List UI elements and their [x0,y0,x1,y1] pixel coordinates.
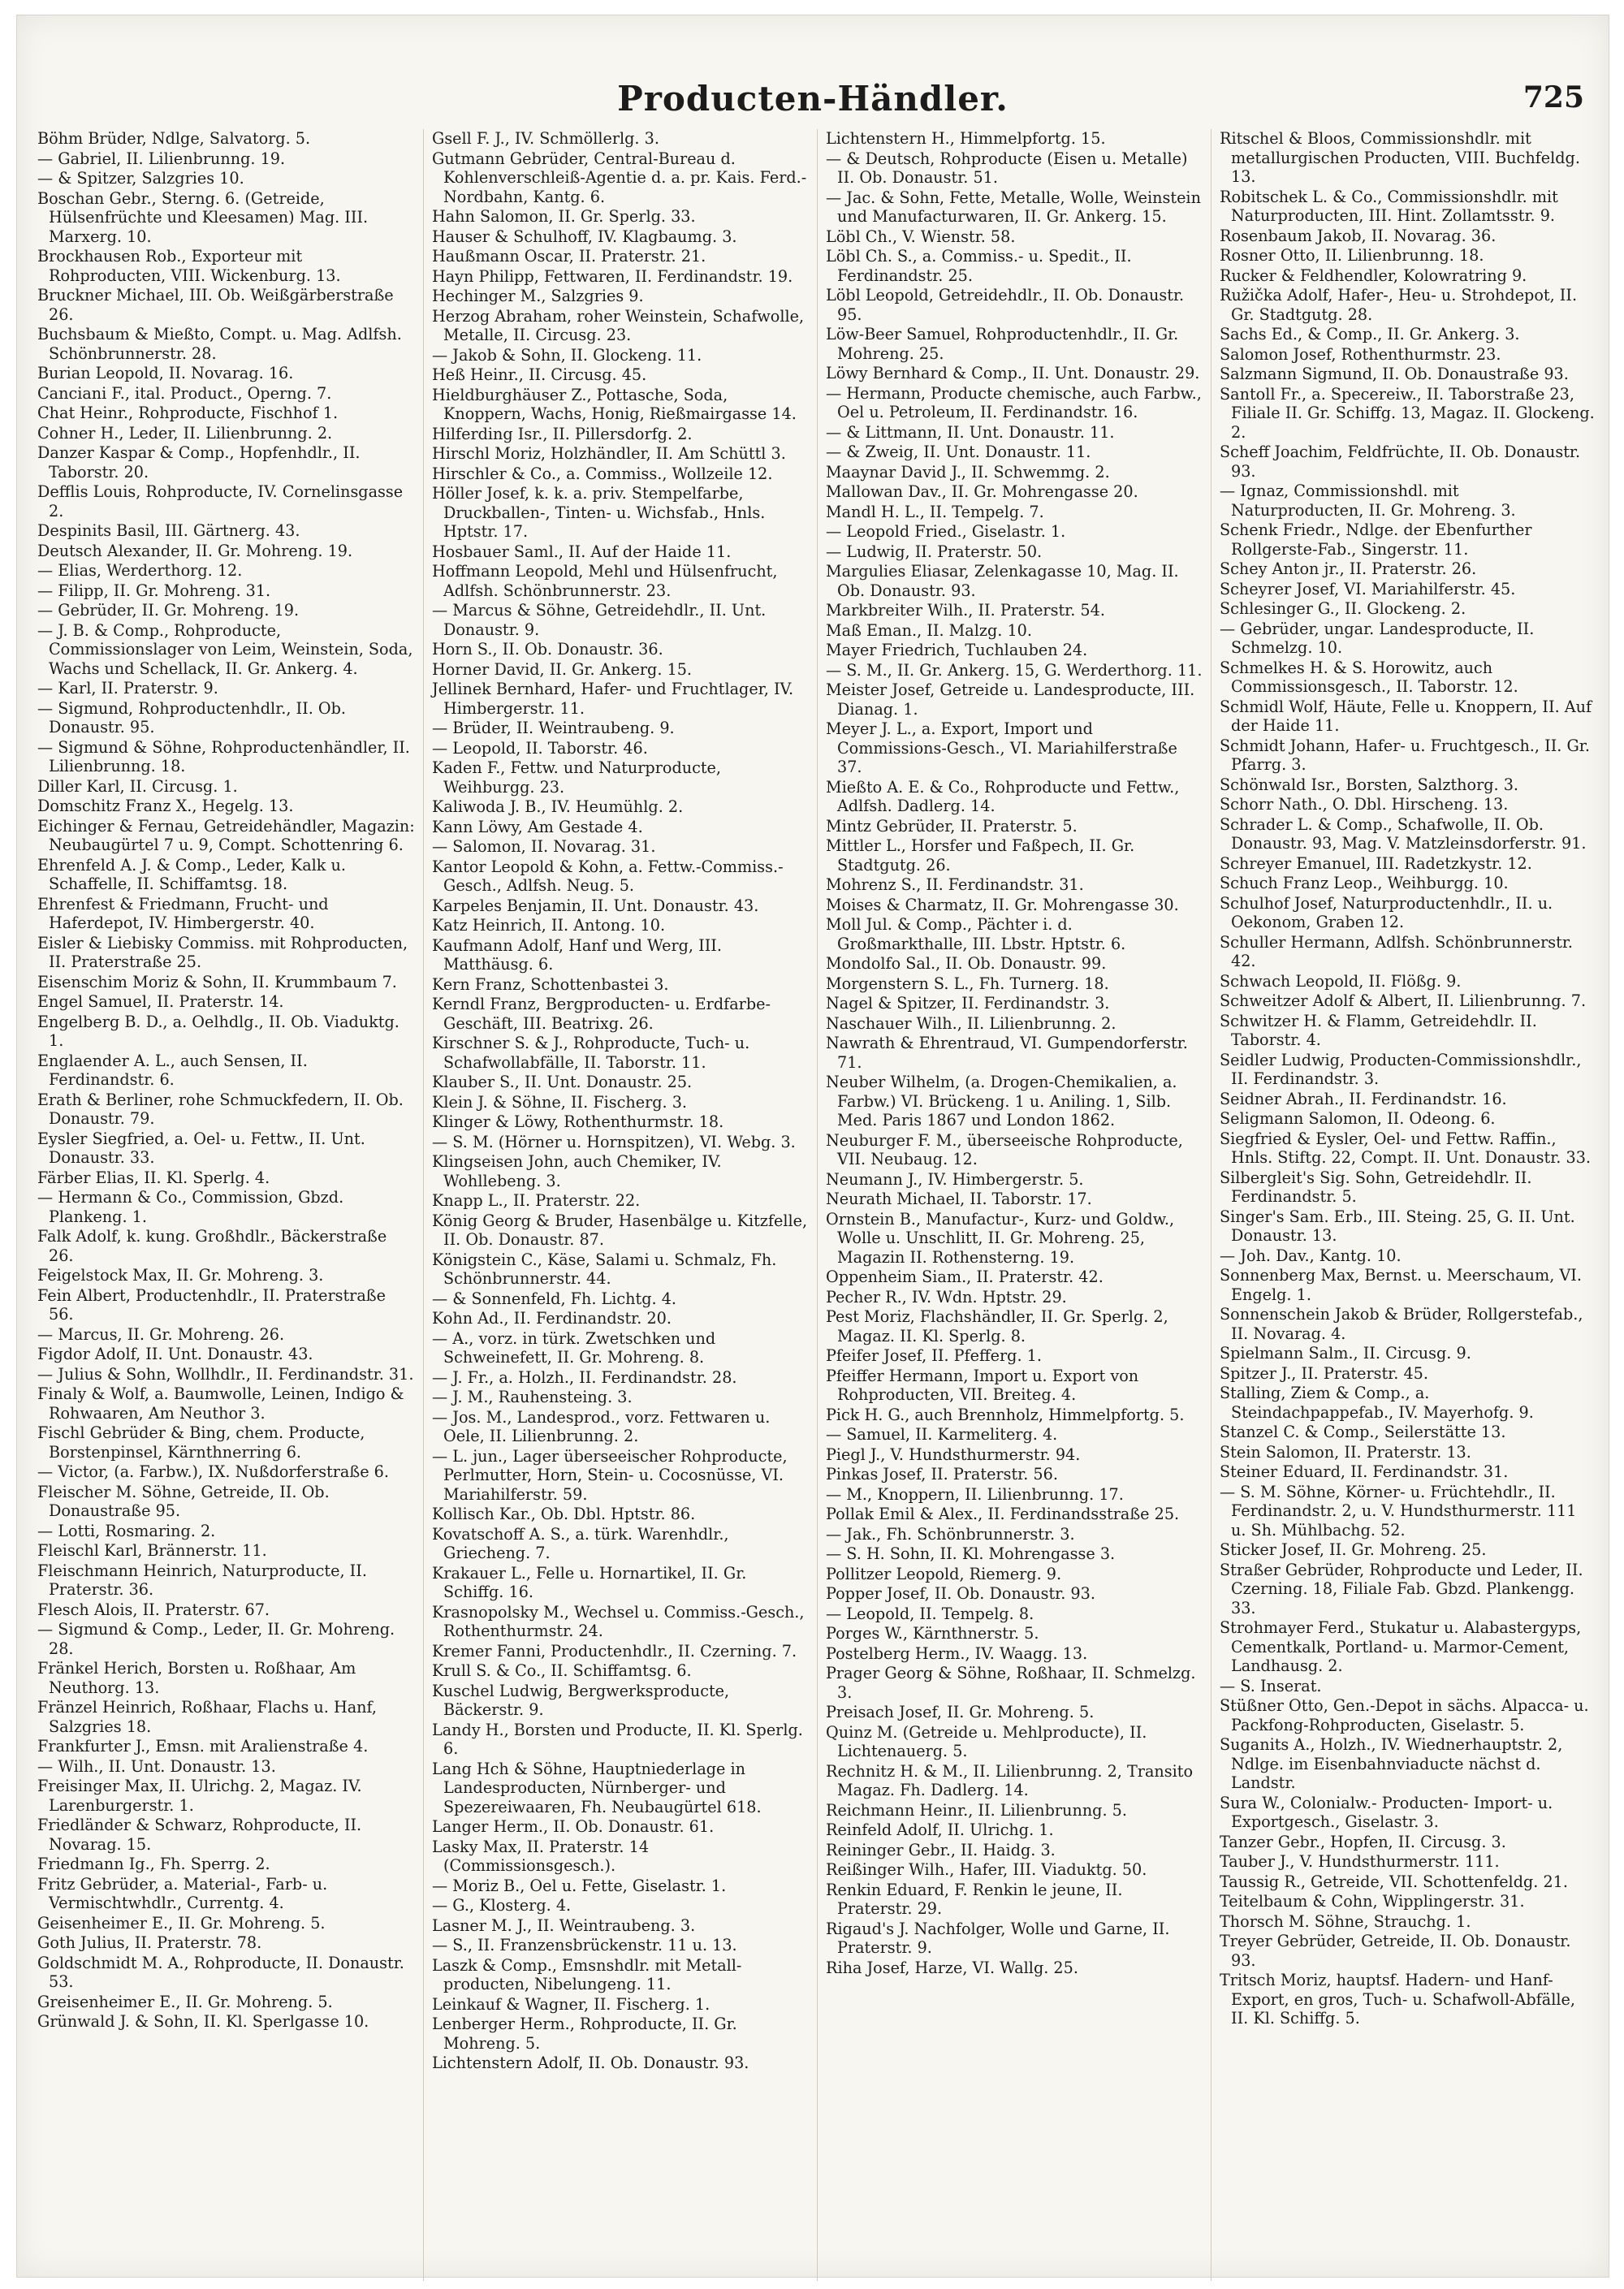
directory-entry: Katz Heinrich, II. Antong. 10. [432,916,666,935]
directory-entry: Porges W., Kärnthnerstr. 5. [826,1624,1039,1643]
directory-entry: Eisenschim Moriz & Sohn, II. Krummbaum 7. [37,972,397,991]
directory-entry: Neurath Michael, II. Taborstr. 17. [826,1190,1092,1208]
directory-entry: Maß Eman., II. Malzg. 10. [826,620,1032,640]
directory-entry: — Jak., Fh. Schönbrunnerstr. 3. [826,1524,1075,1544]
directory-entry: Deutsch Alexander, II. Gr. Mohreng. 19. [37,541,353,560]
page-number: 725 [1522,80,1584,114]
directory-entry: Neuburger F. M., überseeische Rohproducte, VII. Neubaug. 12. [826,1130,1183,1168]
directory-entry: Postelberg Herm., IV. Waagg. 13. [826,1643,1088,1663]
directory-entry: Rosenbaum Jakob, II. Novarag. 36. [1220,226,1497,245]
directory-entry: Löbl Ch., V. Wienstr. 58. [826,227,1016,246]
directory-entry: Krakauer L., Felle u. Hornartikel, II. Gr. Schiffg. 16. [432,1563,747,1601]
directory-entry: Nagel & Spitzer, II. Ferdinandstr. 3. [826,994,1110,1013]
directory-entry: — Jakob & Sohn, II. Glockeng. 11. [432,345,702,365]
directory-entry: Suganits A., Holzh., IV. Wiednerhauptstr. 2, Ndlge. im Eisenbahnviaducte nächst d. Landstr. [1220,1735,1563,1792]
directory-entry: Knapp L., II. Praterstr. 22. [432,1191,641,1210]
directory-entry: Domschitz Franz X., Hegelg. 13. [37,797,294,815]
directory-entry: Kaliwoda J. B., IV. Heumühlg. 2. [432,797,684,816]
directory-entry: Schmidt Johann, Hafer- u. Fruchtgesch., II. Gr. Pfarrg. 3. [1220,736,1590,774]
directory-entry: — Lotti, Rosmaring. 2. [37,1521,216,1540]
directory-entry: Schrader L. & Comp., Schafwolle, II. Ob. Donaustr. 93, Mag. V. Matzleinsdorferstr. 91. [1220,814,1587,853]
directory-entry: Maaynar David J., II. Schwemmg. 2. [826,462,1110,482]
directory-entry: Feigelstock Max, II. Gr. Mohreng. 3. [37,1266,324,1285]
directory-entry: Greisenheimer E., II. Gr. Mohreng. 5. [37,1992,333,2011]
directory-entry: Friedmann Ig., Fh. Sperrg. 2. [37,1855,270,1873]
directory-entry: Mondolfo Sal., II. Ob. Donaustr. 99. [826,954,1107,973]
directory-entry: Stüßner Otto, Gen.-Depot in sächs. Alpacca- u. Packfong-Rohproducten, Giselastr. 5. [1220,1696,1589,1734]
directory-entry: Schorr Nath., O. Dbl. Hirscheng. 13. [1220,795,1509,814]
directory-entry: Mandl H. L., II. Tempelg. 7. [826,502,1044,521]
directory-entry: Moises & Charmatz, II. Gr. Mohrengasse 30. [826,895,1179,914]
directory-entry: Schmelkes H. & S. Horowitz, auch Commissionsgesch., II. Taborstr. 12. [1220,658,1518,696]
directory-entry: Mohrenz S., II. Ferdinandstr. 31. [826,875,1084,894]
directory-entry: Engel Samuel, II. Praterstr. 14. [37,992,284,1011]
directory-entry: Lasky Max, II. Praterstr. 14 (Commissionsgesch.). [432,1837,650,1875]
directory-entry: Flesch Alois, II. Praterstr. 67. [37,1600,270,1619]
directory-entry: — Joh. Dav., Kantg. 10. [1220,1246,1402,1265]
directory-entry: Eysler Siegfried, a. Oel- u. Fettw., II. Unt. Donaustr. 33. [37,1129,365,1167]
directory-entry: — Gebrüder, II. Gr. Mohreng. 19. [37,601,300,620]
directory-entry: Jellinek Bernhard, Hafer- und Fruchtlager, IV. Himbergerstr. 11. [432,680,794,718]
directory-entry: Danzer Kaspar & Comp., Hopfenhdlr., II. Taborstr. 20. [37,443,361,482]
directory-entry: Schweitzer Adolf & Albert, II. Lilienbrunng. 7. [1220,991,1587,1010]
directory-entry: — Hermann & Co., Commission, Gbzd. Plankeng. 1. [37,1188,344,1226]
directory-entry: Schwitzer H. & Flamm, Getreidehdlr. II. Taborstr. 4. [1220,1011,1537,1049]
directory-entry: Fritz Gebrüder, a. Material-, Farb- u. Vermischtwhdlr., Currentg. 4. [37,1874,328,1912]
directory-entry: Pollitzer Leopold, Riemerg. 9. [826,1564,1062,1583]
directory-entry: Hieldburghäuser Z., Pottasche, Soda, Knoppern, Wachs, Honig, Rießmairgasse 14. [432,385,797,423]
directory-entry: — Leopold, II. Taborstr. 46. [432,738,648,758]
directory-entry: Lang Hch & Söhne, Hauptniederlage in Landesproducten, Nürnberger- und Spezereiwaaren, Fh. Neubaugürtel 618. [432,1759,762,1816]
directory-entry: Schuch Franz Leop., Weihburgg. 10. [1220,874,1509,892]
directory-entry: Reißinger Wilh., Hafer, III. Viaduktg. 50. [826,1860,1147,1879]
directory-entry: Kaufmann Adolf, Hanf und Werg, III. Matthäusg. 6. [432,935,722,974]
directory-entry: Krasnopolsky M., Wechsel u. Commiss.-Gesch., Rothenthurmstr. 24. [432,1602,805,1640]
directory-entry: — Karl, II. Praterstr. 9. [37,679,218,697]
directory-entry: Mintz Gebrüder, II. Praterstr. 5. [826,816,1078,836]
directory-entry: Kovatschoff A. S., a. türk. Warenhdlr., Griecheng. 7. [432,1524,729,1562]
directory-entry: Laszk & Comp., Emsnshdlr. mit Metall- producten, Nibelungeng. 11. [432,1955,742,1993]
directory-entry: Tauber J., V. Hundsthurmerstr. 111. [1220,1852,1500,1871]
directory-entry: — S. H. Sohn, II. Kl. Mohrengasse 3. [826,1544,1116,1563]
directory-entry: Finaly & Wolf, a. Baumwolle, Leinen, Indigo & Rohwaaren, Am Neuthor 3. [37,1384,404,1423]
directory-entry: — Hermann, Producte chemische, auch Farbw., Oel u. Petroleum, II. Ferdinandstr. 16. [826,383,1202,421]
directory-entry: Buchsbaum & Mießto, Compt. u. Mag. Adlfsh. Schönbrunnerstr. 28. [37,325,402,363]
directory-entry: Sonnenschein Jakob & Brüder, Rollgerstefab., II. Novarag. 4. [1220,1305,1583,1343]
directory-entry: — J. B. & Comp., Rohproducte, Commissionslager von Leim, Weinstein, Soda, Wachs und Schellack, II. Gr. Ankerg. 4. [37,620,413,678]
directory-entry: Reinfeld Adolf, II. Ulrichg. 1. [826,1820,1054,1839]
directory-entry: Schwach Leopold, II. Flößg. 9. [1220,971,1462,991]
directory-entry: Königstein C., Käse, Salami u. Schmalz, Fh. Schönbrunnerstr. 44. [432,1250,777,1288]
directory-entry: — S. M. (Hörner u. Hornspitzen), VI. Webg. 3. [432,1132,796,1151]
directory-entry: Meyer J. L., a. Export, Import und Commissions-Gesch., VI. Mariahilferstraße 37. [826,719,1177,776]
directory-entry: — Samuel, II. Karmeliterg. 4. [826,1425,1058,1444]
directory-entry: Geisenheimer E., II. Gr. Mohreng. 5. [37,1913,326,1933]
directory-entry: Silbergleit's Sig. Sohn, Getreidehdlr. II. Ferdinandstr. 5. [1220,1168,1532,1206]
directory-entry: Salomon Josef, Rothenthurmstr. 23. [1220,344,1501,364]
directory-entry: — J. Fr., a. Holzh., II. Ferdinandstr. 28. [432,1367,737,1387]
directory-entry: — Leopold Fried., Giselastr. 1. [826,522,1066,541]
directory-entry: Salzmann Sigmund, II. Ob. Donaustraße 93. [1220,365,1569,383]
directory-entry: — S., II. Franzensbrückenstr. 11 u. 13. [432,1936,737,1954]
directory-entry: — Elias, Werderthorg. 12. [37,561,243,580]
directory-entry: — J. M., Rauhensteing. 3. [432,1388,633,1406]
directory-entry: Hirschler & Co., a. Commiss., Wollzeile 12. [432,464,773,483]
directory-entry: Klinger & Löwy, Rothenthurmstr. 18. [432,1112,724,1131]
directory-entry: Cohner H., Leder, II. Lilienbrunng. 2. [37,423,333,443]
directory-entry: Ehrenfest & Friedmann, Frucht- und Haferdepot, IV. Himbergerstr. 40. [37,894,329,932]
directory-entry: Herzog Abraham, roher Weinstein, Schafwolle, Metalle, II. Circusg. 23. [432,306,805,344]
directory-entry: Tanzer Gebr., Hopfen, II. Circusg. 3. [1220,1832,1506,1851]
directory-entry: Löwy Bernhard & Comp., II. Unt. Donaustr. 29. [826,364,1200,382]
directory-entry: Morgenstern S. L., Fh. Turnerg. 18. [826,974,1109,993]
directory-entry: Straßer Gebrüder, Rohproducte und Leder, II. Czerning. 18, Filiale Fab. Gbzd. Plankengg. 33. [1220,1560,1583,1617]
directory-entry: Schreyer Emanuel, III. Radetzkystr. 12. [1220,853,1532,873]
directory-entry: König Georg & Bruder, Hasenbälge u. Kitzfelle, II. Ob. Donaustr. 87. [432,1211,808,1249]
directory-entry: Pecher R., IV. Wdn. Hptstr. 29. [826,1287,1067,1306]
directory-entry: Boschan Gebr., Sterng. 6. (Getreide, Hülsenfrüchte und Kleesamen) Mag. III. Marxerg. 10. [37,188,369,246]
directory-entry: Lasner M. J., II. Weintraubeng. 3. [432,1915,696,1935]
directory-entry: Stanzel C. & Comp., Seilerstätte 13. [1220,1423,1506,1441]
directory-entry: — Victor, (a. Farbw.), IX. Nußdorferstraße 6. [37,1462,389,1481]
directory-entry: Lichtenstern Adolf, II. Ob. Donaustr. 93. [432,2054,749,2072]
directory-entry: Rigaud's J. Nachfolger, Wolle und Garne, II. Praterstr. 9. [826,1919,1170,1957]
directory-entry: Ehrenfeld A. J. & Comp., Leder, Kalk u. Schaffelle, II. Schiffamtsg. 18. [37,855,346,893]
directory-entry: Kann Löwy, Am Gestade 4. [432,817,643,836]
directory-entry: Landy H., Borsten und Producte, II. Kl. Sperlg. 6. [432,1720,803,1758]
directory-entry: Hoffmann Leopold, Mehl und Hülsenfrucht, Adlfsh. Schönbrunnerstr. 23. [432,562,778,600]
directory-entry: — Sigmund & Comp., Leder, II. Gr. Mohreng. 28. [37,1620,395,1658]
directory-entry: Reininger Gebr., II. Haidg. 3. [826,1840,1056,1859]
directory-entry: Friedländer & Schwarz, Rohproducte, II. Novarag. 15. [37,1816,362,1854]
directory-entry: Nawrath & Ehrentraud, VI. Gumpendorferstr. 71. [826,1034,1188,1072]
directory-entry: Erath & Berliner, rohe Schmuckfedern, II. Ob. Donaustr. 79. [37,1090,404,1128]
directory-entry: — S. M. Söhne, Körner- u. Früchtehdlr., II. Ferdinandstr. 2, u. V. Hundsthurmerstr. 111 u. Sh. Mühlbachg. 52. [1220,1482,1577,1540]
directory-entry: Renkin Eduard, F. Renkin le jeune, II. Praterstr. 29. [826,1880,1123,1918]
directory-entry: Scheff Joachim, Feldfrüchte, II. Ob. Donaustr. 93. [1220,443,1581,481]
directory-entry: Seidler Ludwig, Producten-Commissionshdlr., II. Ferdinandstr. 3. [1220,1050,1582,1088]
directory-entry: Brockhausen Rob., Exporteur mit Rohproducten, VIII. Wickenburg. 13. [37,247,341,285]
directory-entry: Thorsch M. Söhne, Strauchg. 1. [1220,1911,1471,1931]
directory-entry: Reichmann Heinr., II. Lilienbrunng. 5. [826,1800,1127,1820]
directory-entry: Sachs Ed., & Comp., II. Gr. Ankerg. 3. [1220,325,1520,343]
directory-entry: — Wilh., II. Unt. Donaustr. 13. [37,1756,276,1776]
directory-entry: Hechinger M., Salzgries 9. [432,287,644,305]
directory-entry: Pinkas Josef, II. Praterstr. 56. [826,1465,1058,1484]
directory-entry: Frankfurter J., Emsn. mit Aralienstraße 4. [37,1737,369,1756]
directory-entry: Stein Salomon, II. Praterstr. 13. [1220,1442,1471,1462]
directory-entry: Ornstein B., Manufactur-, Kurz- und Goldw., Wolle u. Unschlitt, II. Gr. Mohreng. 25, Magazin II. Rothensterng. 19. [826,1209,1175,1267]
directory-entry: — Brüder, II. Weintraubeng. 9. [432,719,675,737]
directory-entry: Ritschel & Bloos, Commissionshdlr. mit metallurgischen Producten, VIII. Buchfeldg. 13. [1220,129,1580,186]
directory-entry: Schmidl Wolf, Häute, Felle u. Knoppern, II. Auf der Haide 11. [1220,697,1592,735]
directory-entry: Horner David, II. Gr. Ankerg. 15. [432,659,693,679]
directory-page [16,15,1609,2278]
directory-entry: Kern Franz, Schottenbastei 3. [432,974,669,994]
directory-entry: Popper Josef, II. Ob. Donaustr. 93. [826,1584,1095,1603]
directory-entry: — & Deutsch, Rohproducte (Eisen u. Metalle) II. Ob. Donaustr. 51. [826,149,1188,187]
directory-entry: Mießto A. E. & Co., Rohproducte und Fettw., Adlfsh. Dadlerg. 14. [826,777,1180,815]
directory-entry: Robitschek L. & Co., Commissionshdlr. mit Naturproducten, III. Hint. Zollamtsstr. 9. [1220,187,1558,225]
directory-entry: Siegfried & Eysler, Oel- und Fettw. Raffin., Hnls. Stiftg. 22, Compt. II. Unt. Donaustr. 33. [1220,1129,1592,1167]
directory-entry: Chat Heinr., Rohproducte, Fischhof 1. [37,404,339,422]
directory-entry: Pollak Emil & Alex., II. Ferdinandsstraße 25. [826,1505,1180,1523]
directory-columns [29,129,1605,2281]
directory-entry: Schenk Friedr., Ndlge. der Ebenfurther Rollgerste-Fab., Singerstr. 11. [1220,520,1532,559]
directory-entry: Leinkauf & Wagner, II. Fischerg. 1. [432,1994,710,2014]
directory-entry: Gsell F. J., IV. Schmöllerlg. 3. [432,129,659,148]
directory-entry: Moll Jul. & Comp., Pächter i. d. Großmarkthalle, III. Lbstr. Hptstr. 6. [826,915,1126,953]
directory-entry: Englaender A. L., auch Sensen, II. Ferdinandstr. 6. [37,1051,308,1089]
directory-entry: Lichtenstern H., Himmelpfortg. 15. [826,129,1106,148]
directory-entry: Teitelbaum & Cohn, Wipplingerstr. 31. [1220,1892,1525,1911]
directory-entry: Santoll Fr., a. Specereiw., II. Taborstraße 23, Filiale II. Gr. Schiffg. 13, Magaz. II. Glockeng. 2. [1220,384,1595,442]
directory-entry: Kirschner S. & J., Rohproducte, Tuch- u. Schafwollabfälle, II. Taborstr. 11. [432,1034,750,1072]
directory-entry: Langer Herm., II. Ob. Donaustr. 61. [432,1817,715,1836]
directory-entry: Kantor Leopold & Kohn, a. Fettw.-Commiss.-Gesch., Adlfsh. Neug. 5. [432,857,784,895]
directory-entry: Fränzel Heinrich, Roßhaar, Flachs u. Hanf, Salzgries 18. [37,1698,378,1736]
directory-entry: Fleischer M. Söhne, Getreide, II. Ob. Donaustraße 95. [37,1482,330,1520]
directory-entry: Färber Elias, II. Kl. Sperlg. 4. [37,1168,270,1187]
directory-entry: Falk Adolf, k. kung. Großhdlr., Bäckerstraße 26. [37,1227,387,1265]
directory-entry: Pest Moriz, Flachshändler, II. Gr. Sperlg. 2, Magaz. II. Kl. Sperlg. 8. [826,1307,1168,1345]
directory-entry: — Jac. & Sohn, Fette, Metalle, Wolle, Weinstein und Manufacturwaren, II. Gr. Ankerg. 15. [826,188,1201,226]
directory-entry: Diller Karl, II. Circusg. 1. [37,776,238,796]
directory-entry: Eisler & Liebisky Commiss. mit Rohproducten, II. Praterstraße 25. [37,933,408,971]
directory-entry: Taussig R., Getreide, VII. Schottenfeldg. 21. [1220,1872,1568,1891]
directory-entry: Goldschmidt M. A., Rohproducte, II. Donaustr. 53. [37,1953,404,1991]
page-header [17,56,1609,129]
directory-entry: Rucker & Feldhendler, Kolowratring 9. [1220,266,1527,285]
directory-entry: Naschauer Wilh., II. Lilienbrunng. 2. [826,1013,1116,1033]
directory-entry: — & Zweig, II. Unt. Donaustr. 11. [826,443,1091,461]
directory-entry: Horn S., II. Ob. Donaustr. 36. [432,640,663,659]
directory-entry: Klein J. & Söhne, II. Fischerg. 3. [432,1092,688,1112]
directory-entry: — Leopold, II. Tempelg. 8. [826,1604,1034,1623]
directory-entry: Kremer Fanni, Productenhdlr., II. Czerning. 7. [432,1641,797,1661]
directory-entry: Sura W., Colonialw.- Producten- Import- u. Exportgesch., Giselastr. 3. [1220,1793,1553,1831]
directory-entry: Mayer Friedrich, Tuchlauben 24. [826,641,1088,659]
directory-entry: Fleischmann Heinrich, Naturproducte, II. Praterstr. 36. [37,1561,367,1599]
directory-entry: — Salomon, II. Novarag. 31. [432,837,656,856]
directory-entry: Ružička Adolf, Hafer-, Heu- u. Strohdepot, II. Gr. Stadtgutg. 28. [1220,286,1578,324]
directory-entry: Oppenheim Siam., II. Praterstr. 42. [826,1268,1104,1286]
directory-entry: Burian Leopold, II. Novarag. 16. [37,364,294,382]
directory-entry: Despinits Basil, III. Gärtnerg. 43. [37,521,300,540]
directory-entry: Kohn Ad., II. Ferdinandstr. 20. [432,1309,672,1328]
directory-entry: Preisach Josef, II. Gr. Mohreng. 5. [826,1703,1095,1721]
directory-entry: Klauber S., II. Unt. Donaustr. 25. [432,1073,693,1091]
directory-entry: Neumann J., IV. Himbergerstr. 5. [826,1169,1084,1189]
directory-entry: — M., Knoppern, II. Lilienbrunng. 17. [826,1484,1124,1504]
directory-entry: Eichinger & Fernau, Getreidehändler, Magazin: Neubaugürtel 7 u. 9, Compt. Schottenring 6. [37,816,415,854]
directory-entry: Kaden F., Fettw. und Naturproducte, Weihburgg. 23. [432,758,721,797]
directory-entry: Pick H. G., auch Brennholz, Himmelpfortg. 5. [826,1405,1185,1424]
directory-entry: Sticker Josef, II. Gr. Mohreng. 25. [1220,1540,1487,1559]
directory-entry: — Gebrüder, ungar. Landesproducte, II. Schmelzg. 10. [1220,619,1535,657]
directory-entry: Seligmann Salomon, II. Odeong. 6. [1220,1109,1496,1128]
directory-entry: Steiner Eduard, II. Ferdinandstr. 31. [1220,1462,1509,1481]
directory-entry: Fischl Gebrüder & Bing, chem. Producte, Borstenpinsel, Kärnthnerring 6. [37,1423,365,1462]
directory-entry: Sonnenberg Max, Bernst. u. Meerschaum, VI. Engelg. 1. [1220,1266,1582,1304]
directory-entry: Prager Georg & Söhne, Roßhaar, II. Schmelzg. 3. [826,1664,1196,1702]
directory-entry: Defflis Louis, Rohproducte, IV. Cornelinsgasse 2. [37,482,404,520]
directory-entry: Seidner Abrah., II. Ferdinandstr. 16. [1220,1089,1507,1108]
directory-column-1 [29,129,423,2281]
directory-entry: Klingseisen John, auch Chemiker, IV. Wohllebeng. 3. [432,1152,722,1190]
directory-entry: Spitzer J., II. Praterstr. 45. [1220,1363,1428,1383]
directory-entry: Schlesinger G., II. Glockeng. 2. [1220,599,1466,618]
directory-entry: Hauser & Schulhoff, IV. Klagbaumg. 3. [432,227,737,246]
directory-entry: Figdor Adolf, II. Unt. Donaustr. 43. [37,1345,313,1363]
directory-entry: Fein Albert, Productenhdlr., II. Praterstraße 56. [37,1285,386,1324]
directory-entry: — Gabriel, II. Lilienbrunng. 19. [37,149,286,168]
directory-entry: Markbreiter Wilh., II. Praterstr. 54. [826,601,1105,620]
page-title: Producten-Händler. [617,79,1009,119]
directory-entry: Höller Josef, k. k. a. priv. Stempelfarbe, Druckballen-, Tinten- u. Wichsfab., Hnls. Hptstr. 17. [432,484,766,541]
directory-entry: Rechnitz H. & M., II. Lilienbrunng. 2, Transito Magaz. Fh. Dadlerg. 14. [826,1761,1194,1799]
directory-entry: Haußmann Oscar, II. Praterstr. 21. [432,247,706,266]
directory-entry: Karpeles Benjamin, II. Unt. Donaustr. 43. [432,896,759,915]
directory-entry: Goth Julius, II. Praterstr. 78. [37,1933,262,1952]
directory-column-4 [1211,129,1605,2281]
directory-entry: Lenberger Herm., Rohproducte, II. Gr. Mohreng. 5. [432,2015,737,2053]
directory-entry: Scheyrer Josef, VI. Mariahilferstr. 45. [1220,579,1516,598]
directory-entry: Canciani F., ital. Product., Operng. 7. [37,383,332,403]
directory-entry: Löbl Ch. S., a. Commiss.- u. Spedit., II. Ferdinandstr. 25. [826,247,1132,285]
directory-entry: Mallowan Dav., II. Gr. Mohrengasse 20. [826,482,1138,501]
directory-entry: — Sigmund & Söhne, Rohproductenhändler, II. Lilienbrunng. 18. [37,737,410,775]
directory-entry: Spielmann Salm., II. Circusg. 9. [1220,1344,1471,1363]
directory-entry: Hayn Philipp, Fettwaren, II. Ferdinandstr. 19. [432,266,793,286]
directory-entry: Hahn Salomon, II. Gr. Sperlg. 33. [432,207,696,226]
directory-entry: Kerndl Franz, Bergproducten- u. Erdfarbe-Geschäft, III. Beatrixg. 26. [432,995,771,1033]
directory-entry: Löw-Beer Samuel, Rohproductenhdlr., II. Gr. Mohreng. 25. [826,325,1179,363]
directory-entry: Heß Heinr., II. Circusg. 45. [432,365,647,384]
directory-entry: — A., vorz. in türk. Zwetschken und Schweinefett, II. Gr. Mohreng. 8. [432,1328,716,1367]
directory-entry: — Moriz B., Oel u. Fette, Giselastr. 1. [432,1876,727,1895]
directory-entry: Grünwald J. & Sohn, II. Kl. Sperlgasse 10. [37,2012,369,2031]
directory-entry: — & Spitzer, Salzgries 10. [37,169,244,188]
directory-entry: Löbl Leopold, Getreidehdlr., II. Ob. Donaustr. 95. [826,286,1185,324]
directory-entry: Engelberg B. D., a. Oelhdlg., II. Ob. Viaduktg. 1. [37,1012,400,1050]
directory-entry: — Marcus & Söhne, Getreidehdlr., II. Unt. Donaustr. 9. [432,601,767,639]
directory-entry: Neuber Wilhelm, (a. Drogen-Chemikalien, a. Farbw.) VI. Brückeng. 1 u. Aniling. 1, Silb. Med. Paris 1867 und London 1862. [826,1073,1177,1129]
directory-entry: — Sigmund, Rohproductenhdlr., II. Ob. Donaustr. 95. [37,698,347,736]
directory-entry: Schönwald Isr., Borsten, Salzthorg. 3. [1220,775,1519,794]
directory-entry: Schuller Hermann, Adlfsh. Schönbrunnerstr. 42. [1220,932,1574,970]
directory-entry: Hosbauer Saml., II. Auf der Haide 11. [432,542,732,561]
directory-entry: Kuschel Ludwig, Bergwerksproducte, Bäckerstr. 9. [432,1681,730,1719]
directory-entry: — Ignaz, Commissionshdl. mit Naturproducten, II. Gr. Mohreng. 3. [1220,482,1516,520]
directory-entry: Schulhof Josef, Naturproductenhdlr., II. u. Oekonom, Graben 12. [1220,893,1553,931]
directory-entry: Strohmayer Ferd., Stukatur u. Alabastergyps, Cementkalk, Portland- u. Marmor-Cement, Landhausg. 2. [1220,1618,1582,1675]
directory-entry: Treyer Gebrüder, Getreide, II. Ob. Donaustr. 93. [1220,1932,1571,1970]
directory-entry: — Julius & Sohn, Wollhdlr., II. Ferdinandstr. 31. [37,1364,414,1384]
directory-entry: Pfeifer Josef, II. Pfefferg. 1. [826,1346,1042,1365]
directory-entry: — L. jun., Lager überseeischer Rohproducte, Perlmutter, Horn, Stein- u. Cocosnüsse, VI. Mariahilferstr. 59. [432,1446,788,1504]
directory-entry: Schey Anton jr., II. Praterstr. 26. [1220,559,1477,578]
directory-entry: — & Sonnenfeld, Fh. Lichtg. 4. [432,1289,677,1308]
directory-entry: Kollisch Kar., Ob. Dbl. Hptstr. 86. [432,1505,696,1523]
directory-entry: — S. M., II. Gr. Ankerg. 15, G. Werderthorg. 11. [826,660,1203,680]
directory-entry: Rosner Otto, II. Lilienbrunng. 18. [1220,246,1484,265]
directory-entry: Gutmann Gebrüder, Central-Bureau d. Kohlenverschleiß-Agentie d. a. pr. Kais. Ferd.-Nordbahn, Kantg. 6. [432,149,807,206]
directory-entry: Hirschl Moriz, Holzhändler, II. Am Schüttl 3. [432,444,786,463]
directory-entry: Fränkel Herich, Borsten u. Roßhaar, Am Neuthorg. 13. [37,1659,356,1697]
directory-entry: Mittler L., Horsfer und Faßpech, II. Gr. Stadtgutg. 26. [826,836,1135,875]
directory-entry: — & Littmann, II. Unt. Donaustr. 11. [826,422,1115,442]
directory-entry: Piegl J., V. Hundsthurmerstr. 94. [826,1445,1081,1464]
directory-entry: Krull S. & Co., II. Schiffamtsg. 6. [432,1661,692,1680]
directory-entry: Pfeiffer Hermann, Import u. Export von Rohproducten, VII. Breiteg. 4. [826,1366,1139,1404]
directory-entry: Meister Josef, Getreide u. Landesproducte, III. Dianag. 1. [826,680,1195,719]
directory-entry: Freisinger Max, II. Ulrichg. 2, Magaz. IV. Larenburgerstr. 1. [37,1777,362,1815]
directory-entry: — Filipp, II. Gr. Mohreng. 31. [37,581,271,600]
directory-column-2 [423,129,817,2281]
directory-column-3 [817,129,1211,2281]
directory-entry: Tritsch Moriz, hauptsf. Hadern- und Hanf-Export, en gros, Tuch- u. Schafwoll-Abfälle, II. Kl. Schiffg. 5. [1220,1971,1575,2028]
directory-entry: Fleischl Karl, Brännerstr. 11. [37,1541,267,1560]
directory-entry: Margulies Eliasar, Zelenkagasse 10, Mag. II. Ob. Donaustr. 93. [826,562,1179,600]
directory-entry: Riha Josef, Harze, VI. Wallg. 25. [826,1958,1078,1977]
directory-entry: Quinz M. (Getreide u. Mehlproducte), II. Lichtenauerg. 5. [826,1722,1147,1760]
directory-entry: Hilferding Isr., II. Pillersdorfg. 2. [432,424,693,443]
directory-entry: — Marcus, II. Gr. Mohreng. 26. [37,1324,285,1344]
directory-entry: — Jos. M., Landesprod., vorz. Fettwaren u. Oele, II. Lilienbrunng. 2. [432,1407,771,1445]
directory-entry: — G., Klosterg. 4. [432,1896,572,1915]
directory-entry: Stalling, Ziem & Comp., a. Steindachpappefab., IV. Mayerhofg. 9. [1220,1384,1534,1422]
directory-entry: Singer's Sam. Erb., III. Steing. 25, G. II. Unt. Donaustr. 13. [1220,1207,1575,1245]
directory-entry: — Ludwig, II. Praterstr. 50. [826,542,1043,561]
directory-entry: Bruckner Michael, III. Ob. Weißgärberstraße 26. [37,286,394,324]
directory-entry: — S. Inserat. [1220,1676,1322,1695]
directory-entry: Böhm Brüder, Ndlge, Salvatorg. 5. [37,129,311,148]
